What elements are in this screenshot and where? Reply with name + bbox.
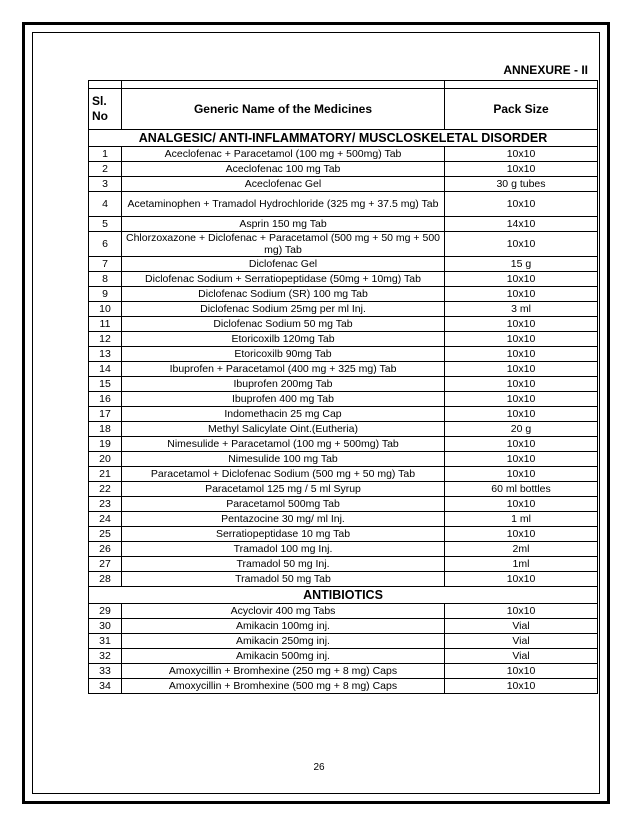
table-row: [89, 482, 598, 497]
cell-sl-no: 20: [89, 452, 122, 467]
cell-medicine-name: Paracetamol + Diclofenac Sodium (500 mg + 50 mg) Tab: [122, 467, 445, 482]
cell-pack-size: 10x10: [445, 192, 598, 217]
table-row: [89, 649, 598, 664]
cell-sl-no: 19: [89, 437, 122, 452]
cell-medicine-name: Tramadol 100 mg Inj.: [122, 542, 445, 557]
table-row: [89, 317, 598, 332]
cell-sl-no: 30: [89, 619, 122, 634]
cell-medicine-name: Diclofenac Sodium 25mg per ml Inj.: [122, 302, 445, 317]
cell-pack-size: 10x10: [445, 232, 598, 257]
table-row: [89, 192, 598, 217]
cell-sl-no: 34: [89, 679, 122, 694]
cell-sl-no: 13: [89, 347, 122, 362]
cell-sl-no: 10: [89, 302, 122, 317]
table-row: [89, 664, 598, 679]
cell-pack-size: 10x10: [445, 467, 598, 482]
header-generic-name: Generic Name of the Medicines: [122, 89, 445, 130]
cell-pack-size: 10x10: [445, 287, 598, 302]
cell-sl-no: 29: [89, 604, 122, 619]
cell-pack-size: 10x10: [445, 497, 598, 512]
cell-sl-no: 1: [89, 147, 122, 162]
cell-medicine-name: Acyclovir 400 mg Tabs: [122, 604, 445, 619]
table-row: [89, 272, 598, 287]
cell-sl-no: 3: [89, 177, 122, 192]
table-row: [89, 407, 598, 422]
cell-medicine-name: Paracetamol 125 mg / 5 ml Syrup: [122, 482, 445, 497]
table-row: [89, 422, 598, 437]
cell-medicine-name: Diclofenac Sodium (SR) 100 mg Tab: [122, 287, 445, 302]
cell-pack-size: 10x10: [445, 664, 598, 679]
table-row: [89, 467, 598, 482]
cell-pack-size: 10x10: [445, 362, 598, 377]
cell-sl-no: 27: [89, 557, 122, 572]
cell-pack-size: 10x10: [445, 407, 598, 422]
cell-sl-no: 23: [89, 497, 122, 512]
cell-sl-no: 11: [89, 317, 122, 332]
cell-medicine-name: Ibuprofen 400 mg Tab: [122, 392, 445, 407]
cell-pack-size: 10x10: [445, 452, 598, 467]
cell-sl-no: 6: [89, 232, 122, 257]
cell-sl-no: 31: [89, 634, 122, 649]
table-row: [89, 557, 598, 572]
table-row: [89, 572, 598, 587]
cell-sl-no: 22: [89, 482, 122, 497]
header-sl-no: Sl. No: [89, 89, 122, 130]
cell-sl-no: 26: [89, 542, 122, 557]
cell-sl-no: 17: [89, 407, 122, 422]
cell-pack-size: 10x10: [445, 527, 598, 542]
cell-pack-size: 1 ml: [445, 512, 598, 527]
table-top-spacer: [89, 81, 598, 89]
cell-medicine-name: Diclofenac Sodium 50 mg Tab: [122, 317, 445, 332]
cell-medicine-name: Aceclofenac Gel: [122, 177, 445, 192]
cell-medicine-name: Amikacin 100mg inj.: [122, 619, 445, 634]
cell-pack-size: 10x10: [445, 437, 598, 452]
table-row: [89, 377, 598, 392]
cell-sl-no: 7: [89, 257, 122, 272]
cell-pack-size: 10x10: [445, 147, 598, 162]
table-row: [89, 619, 598, 634]
cell-pack-size: 3 ml: [445, 302, 598, 317]
cell-medicine-name: Tramadol 50 mg Inj.: [122, 557, 445, 572]
cell-pack-size: 10x10: [445, 332, 598, 347]
cell-sl-no: 25: [89, 527, 122, 542]
cell-pack-size: 60 ml bottles: [445, 482, 598, 497]
table-row: [89, 287, 598, 302]
cell-sl-no: 8: [89, 272, 122, 287]
cell-medicine-name: Amikacin 500mg inj.: [122, 649, 445, 664]
cell-sl-no: 24: [89, 512, 122, 527]
cell-sl-no: 18: [89, 422, 122, 437]
page-number: 26: [313, 762, 325, 773]
cell-medicine-name: Amikacin 250mg inj.: [122, 634, 445, 649]
table-row: [89, 217, 598, 232]
cell-medicine-name: Methyl Salicylate Oint.(Eutheria): [122, 422, 445, 437]
cell-sl-no: 33: [89, 664, 122, 679]
section-header-row: [89, 587, 598, 604]
cell-medicine-name: Amoxycillin + Bromhexine (500 mg + 8 mg) Caps: [122, 679, 445, 694]
cell-pack-size: 10x10: [445, 604, 598, 619]
cell-sl-no: 32: [89, 649, 122, 664]
cell-pack-size: 20 g: [445, 422, 598, 437]
cell-pack-size: Vial: [445, 619, 598, 634]
cell-medicine-name: Acetaminophen + Tramadol Hydrochloride (325 mg + 37.5 mg) Tab: [122, 192, 445, 217]
cell-pack-size: 10x10: [445, 317, 598, 332]
table-row: [89, 392, 598, 407]
cell-medicine-name: Etoricoxilb 90mg Tab: [122, 347, 445, 362]
table-row: [89, 634, 598, 649]
table-row: [89, 527, 598, 542]
cell-sl-no: 12: [89, 332, 122, 347]
cell-medicine-name: Tramadol 50 mg Tab: [122, 572, 445, 587]
cell-medicine-name: Chlorzoxazone + Diclofenac + Paracetamol (500 mg + 50 mg + 500 mg) Tab: [122, 232, 445, 257]
cell-sl-no: 4: [89, 192, 122, 217]
section-title: ANALGESIC/ ANTI-INFLAMMATORY/ MUSCLOSKELETAL DISORDER: [89, 130, 598, 147]
cell-sl-no: 21: [89, 467, 122, 482]
section-title: ANTIBIOTICS: [89, 587, 598, 604]
cell-medicine-name: Serratiopeptidase 10 mg Tab: [122, 527, 445, 542]
table-row: [89, 347, 598, 362]
table-row: [89, 162, 598, 177]
table-row: [89, 332, 598, 347]
cell-medicine-name: Etoricoxilb 120mg Tab: [122, 332, 445, 347]
cell-pack-size: 15 g: [445, 257, 598, 272]
cell-pack-size: 10x10: [445, 272, 598, 287]
cell-pack-size: Vial: [445, 634, 598, 649]
cell-sl-no: 5: [89, 217, 122, 232]
cell-medicine-name: Ibuprofen 200mg Tab: [122, 377, 445, 392]
table-row: [89, 542, 598, 557]
table-row: [89, 497, 598, 512]
cell-sl-no: 15: [89, 377, 122, 392]
cell-pack-size: 10x10: [445, 162, 598, 177]
cell-medicine-name: Ibuprofen + Paracetamol (400 mg + 325 mg) Tab: [122, 362, 445, 377]
cell-medicine-name: Indomethacin 25 mg Cap: [122, 407, 445, 422]
cell-sl-no: 2: [89, 162, 122, 177]
table-row: [89, 452, 598, 467]
cell-sl-no: 14: [89, 362, 122, 377]
cell-sl-no: 28: [89, 572, 122, 587]
cell-medicine-name: Nimesulide 100 mg Tab: [122, 452, 445, 467]
cell-medicine-name: Diclofenac Sodium + Serratiopeptidase (50mg + 10mg) Tab: [122, 272, 445, 287]
cell-pack-size: 30 g tubes: [445, 177, 598, 192]
cell-sl-no: 9: [89, 287, 122, 302]
table-header-row: [89, 89, 598, 130]
table-row: [89, 232, 598, 257]
cell-pack-size: 14x10: [445, 217, 598, 232]
table-row: [89, 257, 598, 272]
cell-medicine-name: Asprin 150 mg Tab: [122, 217, 445, 232]
cell-pack-size: 10x10: [445, 572, 598, 587]
cell-medicine-name: Diclofenac Gel: [122, 257, 445, 272]
table-row: [89, 512, 598, 527]
cell-pack-size: 10x10: [445, 679, 598, 694]
cell-pack-size: 10x10: [445, 392, 598, 407]
cell-medicine-name: Aceclofenac 100 mg Tab: [122, 162, 445, 177]
cell-medicine-name: Aceclofenac + Paracetamol (100 mg + 500mg) Tab: [122, 147, 445, 162]
cell-pack-size: 1ml: [445, 557, 598, 572]
annexure-heading: ANNEXURE - II: [503, 63, 588, 77]
table-row: [89, 679, 598, 694]
medicines-table: [88, 80, 598, 694]
cell-pack-size: 10x10: [445, 377, 598, 392]
section-header-row: [89, 130, 598, 147]
header-pack-size: Pack Size: [445, 89, 598, 130]
cell-medicine-name: Amoxycillin + Bromhexine (250 mg + 8 mg) Caps: [122, 664, 445, 679]
cell-pack-size: 10x10: [445, 347, 598, 362]
table-row: [89, 302, 598, 317]
table-row: [89, 362, 598, 377]
cell-pack-size: 2ml: [445, 542, 598, 557]
cell-sl-no: 16: [89, 392, 122, 407]
cell-medicine-name: Paracetamol 500mg Tab: [122, 497, 445, 512]
cell-medicine-name: Pentazocine 30 mg/ ml Inj.: [122, 512, 445, 527]
table-row: [89, 147, 598, 162]
cell-medicine-name: Nimesulide + Paracetamol (100 mg + 500mg) Tab: [122, 437, 445, 452]
table-row: [89, 177, 598, 192]
table-row: [89, 437, 598, 452]
cell-pack-size: Vial: [445, 649, 598, 664]
table-row: [89, 604, 598, 619]
